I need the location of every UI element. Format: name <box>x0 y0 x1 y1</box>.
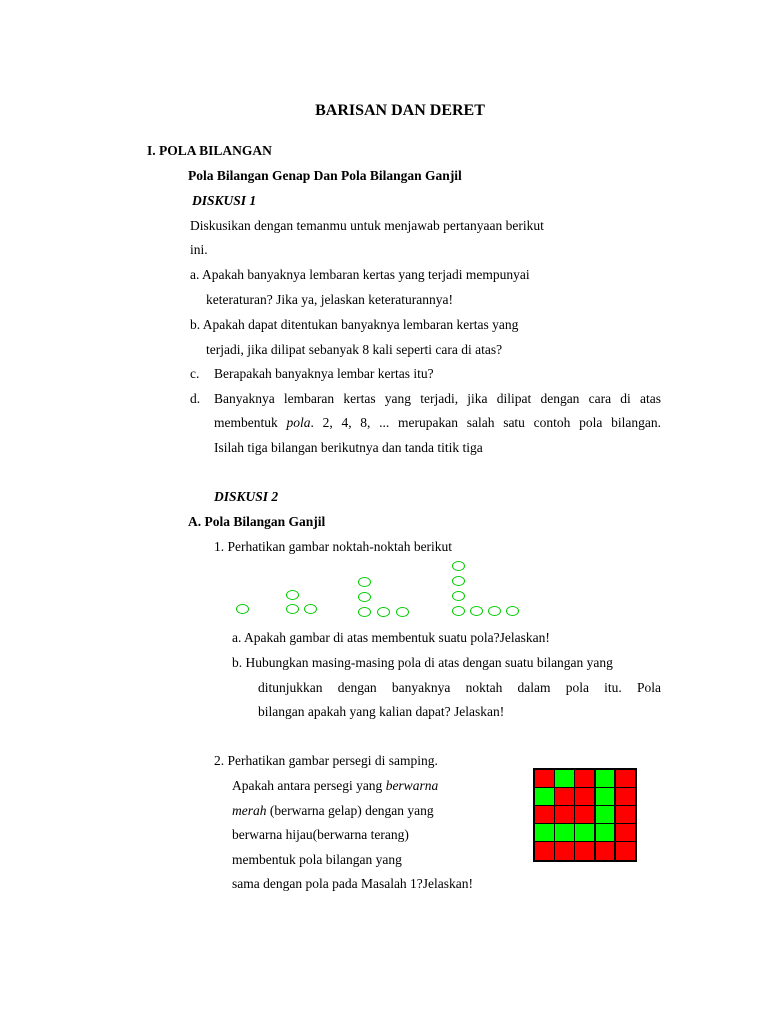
diskusi1-d-line2-em: pola <box>286 415 311 430</box>
grid-cell-red <box>535 806 555 824</box>
diskusi1-c-text: Berapakah banyaknya lembar kertas itu? <box>214 366 434 381</box>
diskusi1-d-line2-post: . 2, 4, 8, ... merupakan salah satu contoh pola bilangan. <box>310 415 661 430</box>
square-grid-figure <box>533 768 637 862</box>
grid-cell-green <box>555 824 575 842</box>
diskusi1-d-marker: d. <box>190 391 201 406</box>
diskusi2-question-b-line3: bilangan apakah yang kalian dapat? Jelaskan! <box>258 704 505 719</box>
diskusi1-d-line2-pre: membentuk <box>214 415 287 430</box>
grid-divider <box>594 770 596 860</box>
dot <box>452 606 465 616</box>
dot <box>286 590 299 600</box>
grid-cell-red <box>555 788 575 806</box>
grid-cell-red <box>615 788 635 806</box>
grid-cell-green <box>555 770 575 788</box>
grid-cell-red <box>535 770 555 788</box>
grid-cell-red <box>615 824 635 842</box>
diskusi1-b-line1: b. Apakah dapat ditentukan banyaknya lembaran kertas yang <box>190 317 519 332</box>
dot <box>236 604 249 614</box>
diskusi2-item2-line2 <box>232 778 438 794</box>
grid-cell-green <box>595 770 615 788</box>
diskusi2-item2-line4: berwarna hijau(berwarna terang) <box>232 827 409 842</box>
item2-line3-em: merah <box>232 803 267 818</box>
diskusi2-label: DISKUSI 2 <box>214 489 279 504</box>
diskusi1-label: DISKUSI 1 <box>192 193 257 208</box>
dot <box>452 561 465 571</box>
dot <box>377 607 390 617</box>
subheading: Pola Bilangan Genap Dan Pola Bilangan Ganjil <box>188 168 462 183</box>
dot <box>470 606 483 616</box>
grid-cell-green <box>595 806 615 824</box>
grid-cell-red <box>535 842 555 860</box>
dot <box>506 606 519 616</box>
item2-line2-em: berwarna <box>385 778 439 793</box>
diskusi1-d-line1: Banyaknya lembaran kertas yang terjadi, jika dilipat dengan cara di atas <box>214 391 661 406</box>
dot <box>304 604 317 614</box>
grid-cell-green <box>535 824 555 842</box>
dot <box>358 607 371 617</box>
grid-cell-red <box>595 842 615 860</box>
dot <box>396 607 409 617</box>
grid-cell-red <box>575 770 595 788</box>
grid-cell-red <box>575 788 595 806</box>
grid-cell-red <box>555 842 575 860</box>
diskusi1-intro-line2: ini. <box>190 242 208 257</box>
diskusi2-item1: 1. Perhatikan gambar noktah-noktah berikut <box>214 539 453 554</box>
grid-cell-red <box>555 806 575 824</box>
diskusi1-d-line2 <box>214 415 661 431</box>
dot <box>286 604 299 614</box>
grid-cell-green <box>595 824 615 842</box>
diskusi1-d-line3: Isilah tiga bilangan berikutnya dan tanda titik tiga <box>214 440 483 455</box>
grid-cell-green <box>575 824 595 842</box>
item2-line2-pre: Apakah antara persegi yang <box>232 778 386 793</box>
diskusi1-a-line2: keteraturan? Jika ya, jelaskan keteraturannya! <box>206 292 453 307</box>
diskusi2-item2-line6: sama dengan pola pada Masalah 1?Jelaskan! <box>232 876 474 891</box>
diskusi2-item2-line5: membentuk pola bilangan yang <box>232 852 402 867</box>
diskusi2-question-b-line2: ditunjukkan dengan banyaknya noktah dalam pola itu. Pola <box>258 680 661 695</box>
grid-divider <box>614 770 616 860</box>
grid-cell-green <box>535 788 555 806</box>
dot <box>488 606 501 616</box>
diskusi2-item2-line3 <box>232 803 434 819</box>
item2-line3-post: (berwarna gelap) dengan yang <box>266 803 434 818</box>
diskusi2-question-b-line1: b. Hubungkan masing-masing pola di atas dengan suatu bilangan yang <box>232 655 613 670</box>
diskusi1-a-line1: a. Apakah banyaknya lembaran kertas yang terjadi mempunyai <box>190 267 530 282</box>
dot <box>358 577 371 587</box>
page-title: BARISAN DAN DERET <box>315 102 485 119</box>
diskusi2-question-a: a. Apakah gambar di atas membentuk suatu pola?Jelaskan! <box>232 630 550 645</box>
dot <box>452 591 465 601</box>
grid-cell-red <box>575 842 595 860</box>
diskusi1-intro-line1: Diskusikan dengan temanmu untuk menjawab pertanyaan berikut <box>190 218 544 233</box>
grid-cell-green <box>595 788 615 806</box>
diskusi1-c-marker: c. <box>190 366 200 381</box>
grid-cell-red <box>615 770 635 788</box>
diskusi2-item2-line1: 2. Perhatikan gambar persegi di samping. <box>214 753 438 768</box>
section-heading: I. POLA BILANGAN <box>147 143 272 158</box>
grid-cell-red <box>615 806 635 824</box>
grid-cell-red <box>615 842 635 860</box>
grid-cell-red <box>575 806 595 824</box>
diskusi1-b-line2: terjadi, jika dilipat sebanyak 8 kali seperti cara di atas? <box>206 342 503 357</box>
diskusi2-heading: A. Pola Bilangan Ganjil <box>188 514 326 529</box>
dot <box>452 576 465 586</box>
dot <box>358 592 371 602</box>
